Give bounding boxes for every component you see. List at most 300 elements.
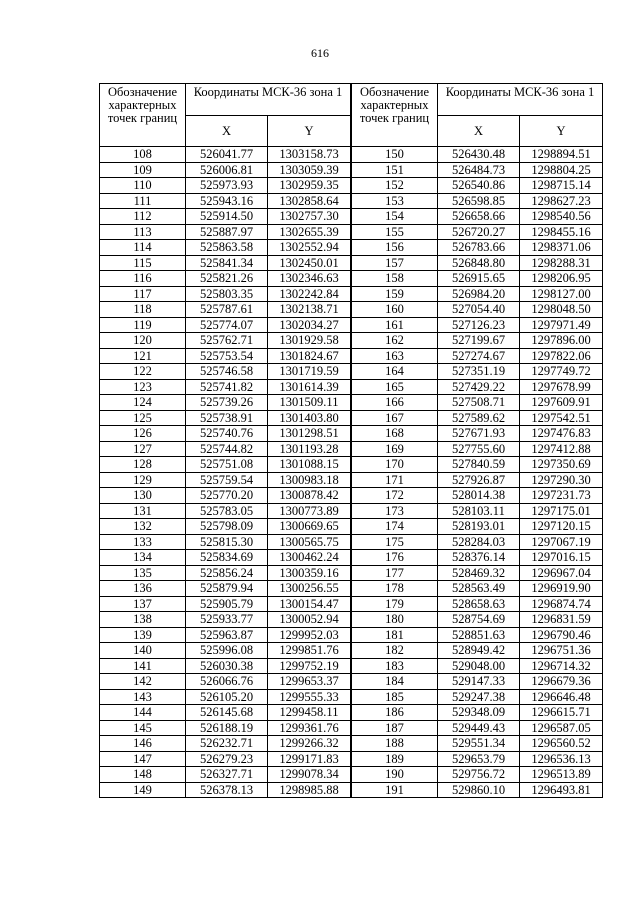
x-coordinate-cell: 526984.20 <box>438 286 520 302</box>
y-coordinate-cell: 1298985.88 <box>268 782 351 798</box>
table-row <box>352 565 603 581</box>
x-coordinate-cell: 526232.71 <box>186 736 268 752</box>
point-number-cell: 130 <box>100 488 186 504</box>
table-row <box>352 379 603 395</box>
y-coordinate-cell: 1297542.51 <box>520 410 603 426</box>
point-number-cell: 139 <box>100 627 186 643</box>
header-y: Y <box>268 116 351 147</box>
y-coordinate-cell: 1302959.35 <box>268 178 351 194</box>
point-number-cell: 188 <box>352 736 438 752</box>
table-row <box>100 240 351 256</box>
y-coordinate-cell: 1296874.74 <box>520 596 603 612</box>
header-coordinate-system: Координаты МСК-36 зона 1 <box>186 84 351 116</box>
table-row <box>100 705 351 721</box>
y-coordinate-cell: 1302552.94 <box>268 240 351 256</box>
table-row <box>100 503 351 519</box>
x-coordinate-cell: 526105.20 <box>186 689 268 705</box>
header-x: X <box>186 116 268 147</box>
y-coordinate-cell: 1300359.16 <box>268 565 351 581</box>
table-row <box>100 457 351 473</box>
table-row <box>100 147 351 163</box>
point-number-cell: 140 <box>100 643 186 659</box>
y-coordinate-cell: 1302655.39 <box>268 224 351 240</box>
x-coordinate-cell: 525738.91 <box>186 410 268 426</box>
table-row <box>100 720 351 736</box>
point-number-cell: 152 <box>352 178 438 194</box>
point-number-cell: 168 <box>352 426 438 442</box>
table-row <box>100 581 351 597</box>
table-row <box>100 162 351 178</box>
table-row <box>100 333 351 349</box>
x-coordinate-cell: 525740.76 <box>186 426 268 442</box>
table-row <box>352 658 603 674</box>
x-coordinate-cell: 526848.80 <box>438 255 520 271</box>
y-coordinate-cell: 1300773.89 <box>268 503 351 519</box>
table-row <box>352 674 603 690</box>
y-coordinate-cell: 1297016.15 <box>520 550 603 566</box>
point-number-cell: 141 <box>100 658 186 674</box>
point-number-cell: 175 <box>352 534 438 550</box>
x-coordinate-cell: 526598.85 <box>438 193 520 209</box>
header-x: X <box>438 116 520 147</box>
y-coordinate-cell: 1299266.32 <box>268 736 351 752</box>
x-coordinate-cell: 528658.63 <box>438 596 520 612</box>
x-coordinate-cell: 525834.69 <box>186 550 268 566</box>
table-row <box>100 736 351 752</box>
y-coordinate-cell: 1301193.28 <box>268 441 351 457</box>
table-row <box>352 581 603 597</box>
y-coordinate-cell: 1301614.39 <box>268 379 351 395</box>
y-coordinate-cell: 1298127.00 <box>520 286 603 302</box>
point-number-cell: 157 <box>352 255 438 271</box>
point-number-cell: 124 <box>100 395 186 411</box>
point-number-cell: 115 <box>100 255 186 271</box>
table-row <box>100 519 351 535</box>
point-number-cell: 173 <box>352 503 438 519</box>
y-coordinate-cell: 1299752.19 <box>268 658 351 674</box>
table-row <box>100 271 351 287</box>
point-number-cell: 159 <box>352 286 438 302</box>
point-number-cell: 120 <box>100 333 186 349</box>
y-coordinate-cell: 1296714.32 <box>520 658 603 674</box>
point-number-cell: 134 <box>100 550 186 566</box>
x-coordinate-cell: 526006.81 <box>186 162 268 178</box>
y-coordinate-cell: 1301509.11 <box>268 395 351 411</box>
x-coordinate-cell: 525741.82 <box>186 379 268 395</box>
x-coordinate-cell: 529551.34 <box>438 736 520 752</box>
point-number-cell: 143 <box>100 689 186 705</box>
x-coordinate-cell: 526783.66 <box>438 240 520 256</box>
y-coordinate-cell: 1299171.83 <box>268 751 351 767</box>
y-coordinate-cell: 1297822.06 <box>520 348 603 364</box>
point-number-cell: 174 <box>352 519 438 535</box>
point-number-cell: 182 <box>352 643 438 659</box>
point-number-cell: 112 <box>100 209 186 225</box>
point-number-cell: 187 <box>352 720 438 736</box>
point-number-cell: 147 <box>100 751 186 767</box>
table-row <box>352 178 603 194</box>
y-coordinate-cell: 1297120.15 <box>520 519 603 535</box>
table-row <box>100 658 351 674</box>
y-coordinate-cell: 1302034.27 <box>268 317 351 333</box>
point-number-cell: 149 <box>100 782 186 798</box>
point-number-cell: 162 <box>352 333 438 349</box>
x-coordinate-cell: 525803.35 <box>186 286 268 302</box>
table-row <box>100 317 351 333</box>
x-coordinate-cell: 529756.72 <box>438 767 520 783</box>
x-coordinate-cell: 529860.10 <box>438 782 520 798</box>
y-coordinate-cell: 1296536.13 <box>520 751 603 767</box>
table-row <box>352 736 603 752</box>
table-row <box>352 286 603 302</box>
x-coordinate-cell: 525770.20 <box>186 488 268 504</box>
x-coordinate-cell: 525933.77 <box>186 612 268 628</box>
point-number-cell: 128 <box>100 457 186 473</box>
y-coordinate-cell: 1301403.80 <box>268 410 351 426</box>
point-number-cell: 169 <box>352 441 438 457</box>
point-number-cell: 166 <box>352 395 438 411</box>
point-number-cell: 155 <box>352 224 438 240</box>
point-number-cell: 189 <box>352 751 438 767</box>
x-coordinate-cell: 525943.16 <box>186 193 268 209</box>
y-coordinate-cell: 1302346.63 <box>268 271 351 287</box>
y-coordinate-cell: 1297175.01 <box>520 503 603 519</box>
point-number-cell: 137 <box>100 596 186 612</box>
x-coordinate-cell: 528193.01 <box>438 519 520 535</box>
table-row <box>352 426 603 442</box>
x-coordinate-cell: 526658.66 <box>438 209 520 225</box>
y-coordinate-cell: 1298206.95 <box>520 271 603 287</box>
y-coordinate-cell: 1299078.34 <box>268 767 351 783</box>
table-row <box>352 302 603 318</box>
x-coordinate-cell: 527429.22 <box>438 379 520 395</box>
x-coordinate-cell: 528014.38 <box>438 488 520 504</box>
point-number-cell: 156 <box>352 240 438 256</box>
point-number-cell: 138 <box>100 612 186 628</box>
point-number-cell: 170 <box>352 457 438 473</box>
x-coordinate-cell: 525973.93 <box>186 178 268 194</box>
y-coordinate-cell: 1296679.36 <box>520 674 603 690</box>
x-coordinate-cell: 529653.79 <box>438 751 520 767</box>
x-coordinate-cell: 525963.87 <box>186 627 268 643</box>
y-coordinate-cell: 1296751.36 <box>520 643 603 659</box>
y-coordinate-cell: 1297067.19 <box>520 534 603 550</box>
x-coordinate-cell: 526378.13 <box>186 782 268 798</box>
table-row <box>352 782 603 798</box>
point-number-cell: 129 <box>100 472 186 488</box>
table-row <box>352 488 603 504</box>
point-number-cell: 127 <box>100 441 186 457</box>
x-coordinate-cell: 528284.03 <box>438 534 520 550</box>
table-row <box>352 519 603 535</box>
table-row <box>352 348 603 364</box>
x-coordinate-cell: 526484.73 <box>438 162 520 178</box>
y-coordinate-cell: 1300462.24 <box>268 550 351 566</box>
y-coordinate-cell: 1296646.48 <box>520 689 603 705</box>
y-coordinate-cell: 1298048.50 <box>520 302 603 318</box>
y-coordinate-cell: 1298804.25 <box>520 162 603 178</box>
y-coordinate-cell: 1301088.15 <box>268 457 351 473</box>
table-row <box>100 302 351 318</box>
table-row <box>352 240 603 256</box>
point-number-cell: 163 <box>352 348 438 364</box>
table-row <box>352 550 603 566</box>
y-coordinate-cell: 1298288.31 <box>520 255 603 271</box>
point-number-cell: 135 <box>100 565 186 581</box>
point-number-cell: 178 <box>352 581 438 597</box>
point-number-cell: 190 <box>352 767 438 783</box>
table-row <box>100 751 351 767</box>
x-coordinate-cell: 525887.97 <box>186 224 268 240</box>
y-coordinate-cell: 1297971.49 <box>520 317 603 333</box>
y-coordinate-cell: 1301824.67 <box>268 348 351 364</box>
point-number-cell: 111 <box>100 193 186 209</box>
table-row <box>100 643 351 659</box>
header-y: Y <box>520 116 603 147</box>
y-coordinate-cell: 1298455.16 <box>520 224 603 240</box>
table-row <box>352 255 603 271</box>
table-row <box>100 627 351 643</box>
point-number-cell: 153 <box>352 193 438 209</box>
point-number-cell: 180 <box>352 612 438 628</box>
x-coordinate-cell: 526030.38 <box>186 658 268 674</box>
x-coordinate-cell: 525815.30 <box>186 534 268 550</box>
table-row <box>352 472 603 488</box>
x-coordinate-cell: 528851.63 <box>438 627 520 643</box>
table-row <box>352 271 603 287</box>
point-number-cell: 132 <box>100 519 186 535</box>
point-number-cell: 154 <box>352 209 438 225</box>
point-number-cell: 123 <box>100 379 186 395</box>
y-coordinate-cell: 1300052.94 <box>268 612 351 628</box>
point-number-cell: 186 <box>352 705 438 721</box>
point-number-cell: 108 <box>100 147 186 163</box>
x-coordinate-cell: 525759.54 <box>186 472 268 488</box>
point-number-cell: 122 <box>100 364 186 380</box>
x-coordinate-cell: 527126.23 <box>438 317 520 333</box>
point-number-cell: 172 <box>352 488 438 504</box>
x-coordinate-cell: 525774.07 <box>186 317 268 333</box>
y-coordinate-cell: 1296615.71 <box>520 705 603 721</box>
point-number-cell: 119 <box>100 317 186 333</box>
x-coordinate-cell: 528949.42 <box>438 643 520 659</box>
y-coordinate-cell: 1302858.64 <box>268 193 351 209</box>
table-row <box>100 255 351 271</box>
y-coordinate-cell: 1296587.05 <box>520 720 603 736</box>
y-coordinate-cell: 1300154.47 <box>268 596 351 612</box>
table-row <box>100 596 351 612</box>
point-number-cell: 185 <box>352 689 438 705</box>
point-number-cell: 171 <box>352 472 438 488</box>
table-row <box>100 534 351 550</box>
table-row <box>352 317 603 333</box>
y-coordinate-cell: 1299458.11 <box>268 705 351 721</box>
table-row <box>100 550 351 566</box>
x-coordinate-cell: 526145.68 <box>186 705 268 721</box>
x-coordinate-cell: 526279.23 <box>186 751 268 767</box>
table-row <box>352 224 603 240</box>
y-coordinate-cell: 1300878.42 <box>268 488 351 504</box>
y-coordinate-cell: 1302450.01 <box>268 255 351 271</box>
y-coordinate-cell: 1301719.59 <box>268 364 351 380</box>
table-row <box>100 441 351 457</box>
x-coordinate-cell: 525856.24 <box>186 565 268 581</box>
point-number-cell: 158 <box>352 271 438 287</box>
y-coordinate-cell: 1296560.52 <box>520 736 603 752</box>
y-coordinate-cell: 1300256.55 <box>268 581 351 597</box>
x-coordinate-cell: 525996.08 <box>186 643 268 659</box>
y-coordinate-cell: 1300669.65 <box>268 519 351 535</box>
y-coordinate-cell: 1296831.59 <box>520 612 603 628</box>
y-coordinate-cell: 1297412.88 <box>520 441 603 457</box>
point-number-cell: 179 <box>352 596 438 612</box>
table-row <box>100 224 351 240</box>
table-row <box>100 410 351 426</box>
table-row <box>352 503 603 519</box>
x-coordinate-cell: 527351.19 <box>438 364 520 380</box>
x-coordinate-cell: 527926.87 <box>438 472 520 488</box>
point-number-cell: 150 <box>352 147 438 163</box>
table-row <box>352 705 603 721</box>
point-number-cell: 146 <box>100 736 186 752</box>
point-number-cell: 148 <box>100 767 186 783</box>
y-coordinate-cell: 1298540.56 <box>520 209 603 225</box>
y-coordinate-cell: 1297896.00 <box>520 333 603 349</box>
header-coordinate-system: Координаты МСК-36 зона 1 <box>438 84 603 116</box>
point-number-cell: 183 <box>352 658 438 674</box>
table-row <box>352 209 603 225</box>
x-coordinate-cell: 525821.26 <box>186 271 268 287</box>
point-number-cell: 167 <box>352 410 438 426</box>
x-coordinate-cell: 527840.59 <box>438 457 520 473</box>
y-coordinate-cell: 1297290.30 <box>520 472 603 488</box>
x-coordinate-cell: 525914.50 <box>186 209 268 225</box>
table-row <box>100 364 351 380</box>
y-coordinate-cell: 1296493.81 <box>520 782 603 798</box>
table-row <box>352 767 603 783</box>
y-coordinate-cell: 1297749.72 <box>520 364 603 380</box>
table-row <box>352 395 603 411</box>
y-coordinate-cell: 1297231.73 <box>520 488 603 504</box>
point-number-cell: 131 <box>100 503 186 519</box>
point-number-cell: 118 <box>100 302 186 318</box>
table-row <box>352 534 603 550</box>
point-number-cell: 161 <box>352 317 438 333</box>
table-row <box>352 364 603 380</box>
x-coordinate-cell: 527508.71 <box>438 395 520 411</box>
point-number-cell: 133 <box>100 534 186 550</box>
table-row <box>352 457 603 473</box>
x-coordinate-cell: 528754.69 <box>438 612 520 628</box>
table-row <box>100 426 351 442</box>
table-row <box>100 488 351 504</box>
point-number-cell: 114 <box>100 240 186 256</box>
x-coordinate-cell: 526915.65 <box>438 271 520 287</box>
x-coordinate-cell: 527274.67 <box>438 348 520 364</box>
point-number-cell: 176 <box>352 550 438 566</box>
table-row <box>352 596 603 612</box>
coordinates-table-right <box>351 83 603 798</box>
table-row <box>352 643 603 659</box>
table-row <box>100 209 351 225</box>
table-row <box>352 689 603 705</box>
x-coordinate-cell: 526188.19 <box>186 720 268 736</box>
point-number-cell: 113 <box>100 224 186 240</box>
y-coordinate-cell: 1299952.03 <box>268 627 351 643</box>
y-coordinate-cell: 1297609.91 <box>520 395 603 411</box>
x-coordinate-cell: 527199.67 <box>438 333 520 349</box>
point-number-cell: 177 <box>352 565 438 581</box>
table-row <box>100 689 351 705</box>
x-coordinate-cell: 525783.05 <box>186 503 268 519</box>
x-coordinate-cell: 525798.09 <box>186 519 268 535</box>
x-coordinate-cell: 526041.77 <box>186 147 268 163</box>
y-coordinate-cell: 1297476.83 <box>520 426 603 442</box>
y-coordinate-cell: 1296967.04 <box>520 565 603 581</box>
x-coordinate-cell: 527054.40 <box>438 302 520 318</box>
point-number-cell: 164 <box>352 364 438 380</box>
table-row <box>352 193 603 209</box>
page-number: 616 <box>311 46 329 60</box>
point-number-cell: 184 <box>352 674 438 690</box>
table-row <box>352 333 603 349</box>
x-coordinate-cell: 528563.49 <box>438 581 520 597</box>
x-coordinate-cell: 525746.58 <box>186 364 268 380</box>
table-row <box>100 612 351 628</box>
table-row <box>100 379 351 395</box>
x-coordinate-cell: 528103.11 <box>438 503 520 519</box>
x-coordinate-cell: 529449.43 <box>438 720 520 736</box>
table-row <box>100 674 351 690</box>
x-coordinate-cell: 526327.71 <box>186 767 268 783</box>
point-number-cell: 125 <box>100 410 186 426</box>
x-coordinate-cell: 525753.54 <box>186 348 268 364</box>
header-point-designation: Обозначение характерных точек границ <box>100 84 186 147</box>
x-coordinate-cell: 529348.09 <box>438 705 520 721</box>
table-row <box>100 767 351 783</box>
x-coordinate-cell: 526430.48 <box>438 147 520 163</box>
point-number-cell: 145 <box>100 720 186 736</box>
coordinates-table-left <box>99 83 351 798</box>
y-coordinate-cell: 1300565.75 <box>268 534 351 550</box>
y-coordinate-cell: 1297678.99 <box>520 379 603 395</box>
y-coordinate-cell: 1299851.76 <box>268 643 351 659</box>
point-number-cell: 117 <box>100 286 186 302</box>
point-number-cell: 121 <box>100 348 186 364</box>
x-coordinate-cell: 529247.38 <box>438 689 520 705</box>
y-coordinate-cell: 1298894.51 <box>520 147 603 163</box>
x-coordinate-cell: 527671.93 <box>438 426 520 442</box>
table-row <box>352 751 603 767</box>
y-coordinate-cell: 1296919.90 <box>520 581 603 597</box>
x-coordinate-cell: 525787.61 <box>186 302 268 318</box>
y-coordinate-cell: 1299653.37 <box>268 674 351 690</box>
point-number-cell: 151 <box>352 162 438 178</box>
y-coordinate-cell: 1302138.71 <box>268 302 351 318</box>
point-number-cell: 110 <box>100 178 186 194</box>
x-coordinate-cell: 525739.26 <box>186 395 268 411</box>
x-coordinate-cell: 525744.82 <box>186 441 268 457</box>
x-coordinate-cell: 528469.32 <box>438 565 520 581</box>
table-row <box>100 178 351 194</box>
table-row <box>352 147 603 163</box>
x-coordinate-cell: 529147.33 <box>438 674 520 690</box>
x-coordinate-cell: 526540.86 <box>438 178 520 194</box>
point-number-cell: 181 <box>352 627 438 643</box>
x-coordinate-cell: 529048.00 <box>438 658 520 674</box>
x-coordinate-cell: 525751.08 <box>186 457 268 473</box>
y-coordinate-cell: 1297350.69 <box>520 457 603 473</box>
